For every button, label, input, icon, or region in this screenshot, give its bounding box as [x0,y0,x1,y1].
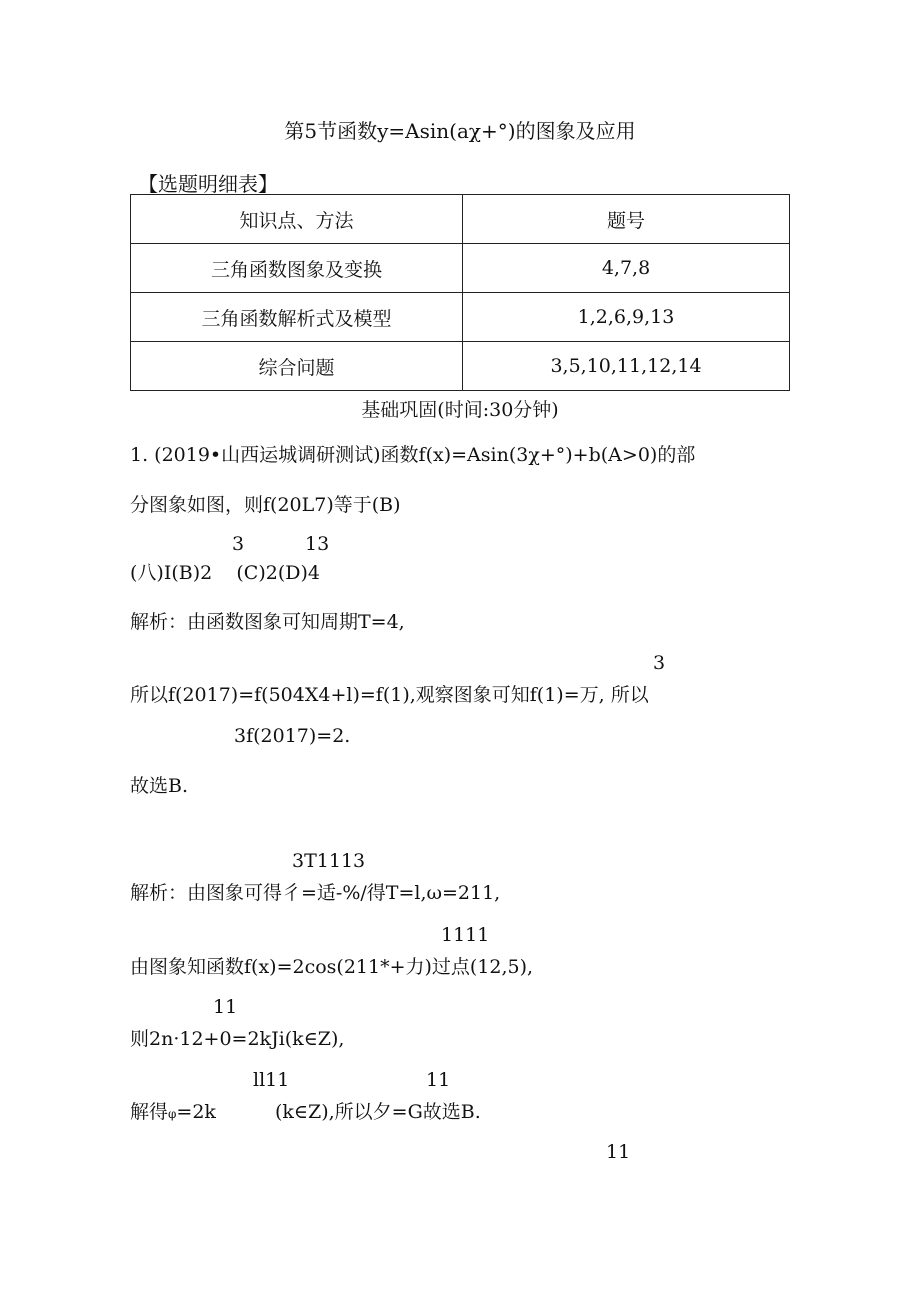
solution-1-fraction: 3 [653,652,666,674]
solution-2-fraction: 3T1113 [292,850,366,872]
solution-2-fraction: 11 [426,1069,451,1091]
table-cell: 三角函数解析式及模型 [131,293,463,342]
solution-2-line-4-tail: (k∈Z),所以夕=G故选B. [275,1101,481,1123]
solution-2-line-3: 则2n·12+0=2kJi(k∈Z), [130,1028,345,1050]
table-header-row [131,195,790,244]
page-title: 第5节函数y=Asin(aχ+°)的图象及应用 [284,119,636,143]
solution-1-line-2: 所以f(2017)=f(504X4+l)=f(1),观察图象可知f(1)=万, 所以 [130,684,649,706]
solution-2-fraction: ll11 [253,1069,290,1091]
table-cell: 三角函数图象及变换 [131,244,463,293]
table-row [131,244,790,293]
solution-1-line-1: 解析：由函数图象可知周期T=4, [130,611,405,633]
question-1-options: (八)I(B)2 (C)2(D)4 [130,562,320,584]
question-1-line-1: 1. (2019•山西运城调研测试)函数f(x)=Asin(3χ+°)+b(A>0)的部 [130,444,696,466]
table-cell: 1,2,6,9,13 [463,293,790,342]
solution-2-fraction: 11 [606,1141,631,1163]
solution-2-line-2: 由图象知函数f(x)=2cos(211*+力)过点(12,5), [130,956,534,978]
table-row [131,293,790,342]
question-1-line-2: 分图象如图，则f(20L7)等于(B) [130,494,401,516]
question-1-fraction-numerator: 3 [232,533,245,555]
section-label: 【选题明细表】 [138,172,278,196]
topic-detail-table [130,194,790,391]
solution-1-line-4: 故选B. [130,775,189,797]
table-cell: 综合问题 [131,342,463,391]
solution-2-fraction: 11 [213,996,238,1018]
phi-subscript: φ [168,1107,177,1121]
question-1-fraction-numerator: 13 [305,533,330,555]
solution-2-fraction: 1111 [441,924,490,946]
sub-heading: 基础巩固(时间:30分钟) [361,399,559,421]
table-cell: 4,7,8 [463,244,790,293]
table-header-cell: 题号 [463,195,790,244]
solution-2-line-4-text: =2k [176,1101,216,1123]
solution-2-line-4-text: 解得 [130,1101,169,1123]
table-cell: 3,5,10,11,12,14 [463,342,790,391]
solution-1-line-3: 3f(2017)=2. [234,725,351,747]
table-header-cell: 知识点、方法 [131,195,463,244]
solution-2-line-1: 解析：由图象可得彳=适-%/得T=l,ω=211, [130,882,501,904]
table-row [131,342,790,391]
solution-2-line-4 [130,1097,216,1124]
